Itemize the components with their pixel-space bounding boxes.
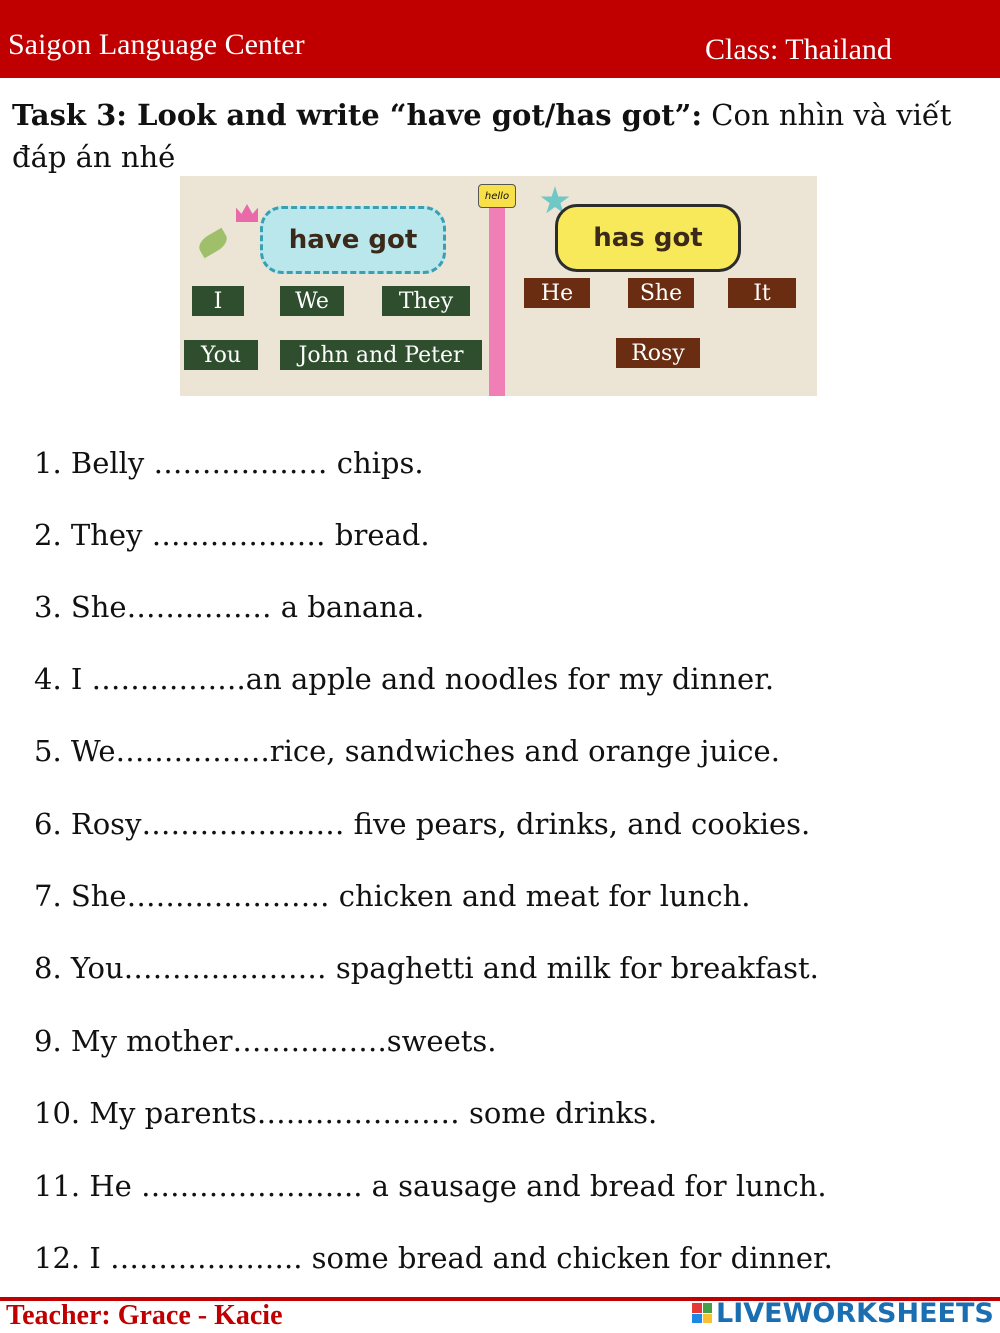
subject-tag-he: He bbox=[524, 278, 590, 308]
subject-tag-rosy: Rosy bbox=[616, 338, 700, 368]
exercise-item: 5. We…………….rice, sandwiches and orange juice. bbox=[34, 734, 780, 768]
exercise-item: 8. You………………… spaghetti and milk for breakfast. bbox=[34, 951, 819, 985]
task-title: Task 3: Look and write “have got/has got”: bbox=[12, 98, 703, 132]
crown-icon bbox=[236, 204, 258, 222]
divider-ribbon bbox=[489, 196, 505, 396]
subject-tag-they: They bbox=[382, 286, 470, 316]
exercise-item: 1. Belly ……………… chips. bbox=[34, 446, 424, 480]
subject-tag-you: You bbox=[184, 340, 258, 370]
have-got-cloud: have got bbox=[260, 206, 446, 274]
subject-tag-i: I bbox=[192, 286, 244, 316]
exercise-item: 2. They ……………… bread. bbox=[34, 518, 430, 552]
task-instruction bbox=[12, 94, 987, 178]
page-header bbox=[0, 0, 1000, 78]
leaf-decoration bbox=[196, 228, 231, 259]
center-name: Saigon Language Center bbox=[8, 28, 305, 61]
exercise-item: 6. Rosy………………… five pears, drinks, and cookies. bbox=[34, 807, 811, 841]
has-got-cloud: has got bbox=[555, 204, 741, 272]
subject-tag-we: We bbox=[280, 286, 344, 316]
exercise-item: 12. I ……………….. some bread and chicken for dinner. bbox=[34, 1241, 833, 1275]
exercise-item: 11. He ………………….. a sausage and bread for lunch. bbox=[34, 1169, 827, 1203]
class-label: Class: Thailand bbox=[705, 33, 892, 66]
subject-tag-it: It bbox=[728, 278, 796, 308]
teacher-name: Teacher: Grace - Kacie bbox=[6, 1300, 283, 1331]
subject-tag-she: She bbox=[628, 278, 694, 308]
exercise-item: 3. She…………… a banana. bbox=[34, 590, 425, 624]
hello-sign: hello bbox=[478, 184, 516, 208]
liveworksheets-logo-icon bbox=[692, 1303, 712, 1323]
exercise-item: 10. My parents………………… some drinks. bbox=[34, 1096, 658, 1130]
exercise-item: 4. I …………….an apple and noodles for my dinner. bbox=[34, 662, 775, 696]
grammar-illustration bbox=[180, 176, 817, 396]
exercise-item: 7. She………………… chicken and meat for lunch. bbox=[34, 879, 751, 913]
liveworksheets-brand[interactable]: LIVEWORKSHEETS bbox=[716, 1298, 994, 1329]
subject-tag-john-and-peter: John and Peter bbox=[280, 340, 482, 370]
task-instruction-text: Con nhìn và viết đáp án nhé bbox=[12, 98, 952, 174]
exercise-item: 9. My mother…………….sweets. bbox=[34, 1024, 497, 1058]
